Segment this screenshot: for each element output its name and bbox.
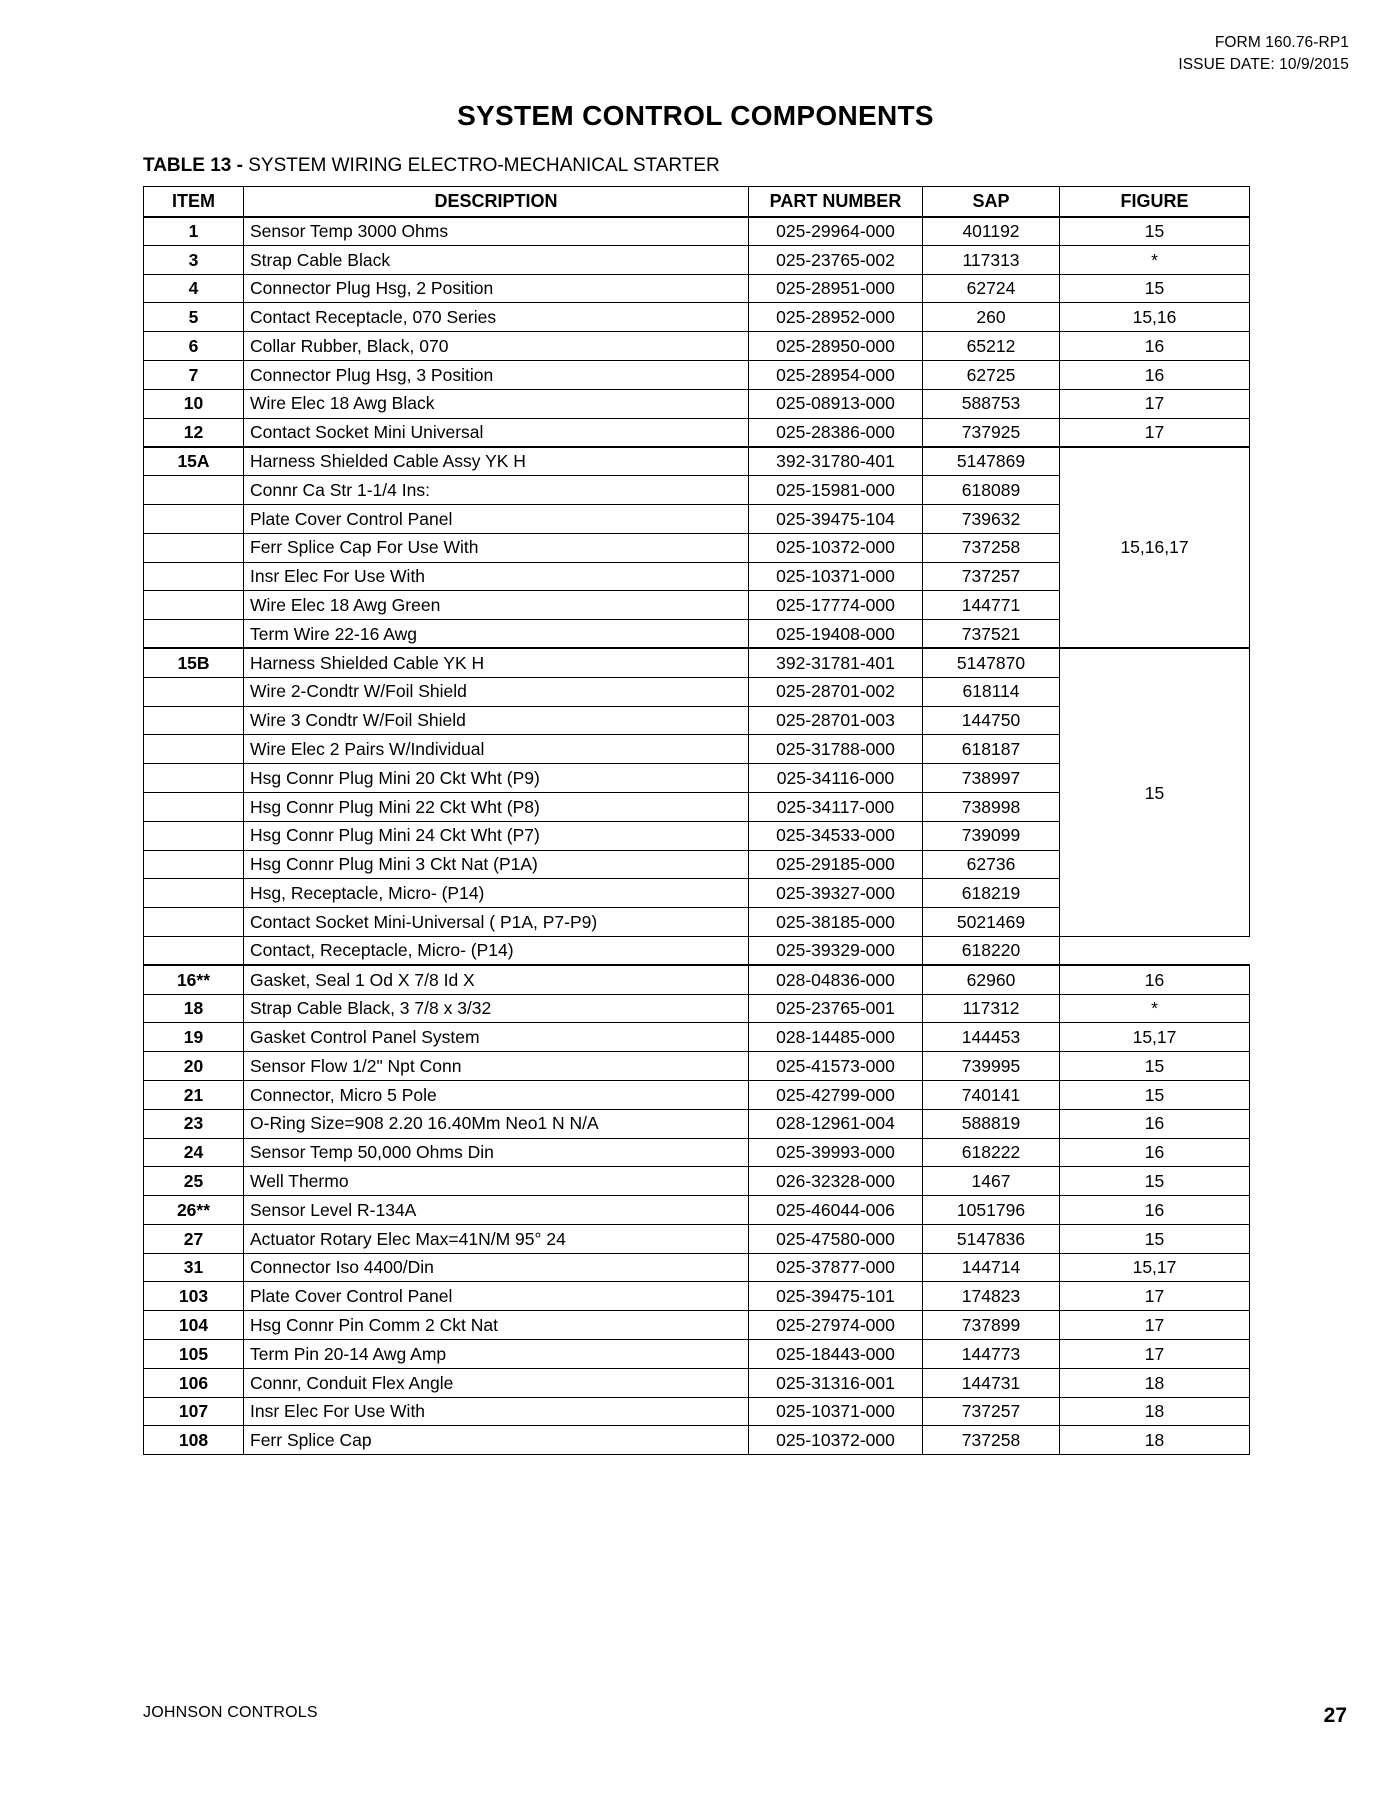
issue-date: ISSUE DATE: 10/9/2015	[1178, 56, 1349, 73]
cell-item: 6	[144, 332, 244, 361]
cell-sap: 401192	[923, 217, 1060, 246]
cell-desc: Ferr Splice Cap For Use With	[244, 533, 749, 562]
cell-part: 025-28954-000	[749, 360, 923, 389]
cell-sap: 740141	[923, 1080, 1060, 1109]
cell-figure: 15	[1060, 1224, 1250, 1253]
cell-desc: Insr Elec For Use With	[244, 562, 749, 591]
cell-figure: 16	[1060, 1109, 1250, 1138]
cell-part: 025-08913-000	[749, 389, 923, 418]
table-row	[144, 1340, 1250, 1369]
table-row	[144, 1426, 1250, 1455]
cell-figure: 17	[1060, 418, 1250, 447]
cell-part: 025-42799-000	[749, 1080, 923, 1109]
cell-part: 025-37877-000	[749, 1253, 923, 1282]
column-header-description: DESCRIPTION	[244, 187, 749, 217]
cell-figure: 17	[1060, 389, 1250, 418]
cell-sap: 5147836	[923, 1224, 1060, 1253]
cell-sap: 737925	[923, 418, 1060, 447]
cell-sap: 5147870	[923, 648, 1060, 677]
cell-desc: Sensor Flow 1/2" Npt Conn	[244, 1052, 749, 1081]
cell-item: 31	[144, 1253, 244, 1282]
cell-sap: 618089	[923, 476, 1060, 505]
cell-part: 025-31316-001	[749, 1368, 923, 1397]
parts-table	[143, 186, 1250, 1455]
cell-sap: 62960	[923, 965, 1060, 994]
cell-figure: 18	[1060, 1368, 1250, 1397]
cell-sap: 117313	[923, 245, 1060, 274]
table-row	[144, 274, 1250, 303]
cell-item	[144, 735, 244, 764]
cell-sap: 618114	[923, 677, 1060, 706]
cell-part: 025-28701-002	[749, 677, 923, 706]
cell-part: 025-39475-101	[749, 1282, 923, 1311]
cell-sap: 737258	[923, 1426, 1060, 1455]
cell-desc: Connector Iso 4400/Din	[244, 1253, 749, 1282]
cell-part: 025-28952-000	[749, 303, 923, 332]
cell-sap: 5147869	[923, 447, 1060, 476]
cell-item: 107	[144, 1397, 244, 1426]
cell-sap: 144453	[923, 1023, 1060, 1052]
cell-desc: Wire 2-Condtr W/Foil Shield	[244, 677, 749, 706]
cell-desc: Wire Elec 2 Pairs W/Individual	[244, 735, 749, 764]
cell-figure: 15,16	[1060, 303, 1250, 332]
table-row	[144, 648, 1250, 677]
cell-figure: 17	[1060, 1282, 1250, 1311]
cell-figure: 15	[1060, 1167, 1250, 1196]
cell-sap: 144773	[923, 1340, 1060, 1369]
cell-part: 025-19408-000	[749, 620, 923, 649]
cell-figure: 15	[1060, 1080, 1250, 1109]
cell-part: 028-14485-000	[749, 1023, 923, 1052]
cell-desc: Hsg Connr Plug Mini 22 Ckt Wht (P8)	[244, 792, 749, 821]
cell-desc: Term Wire 22-16 Awg	[244, 620, 749, 649]
table-label: TABLE 13 -	[143, 155, 249, 176]
cell-item: 12	[144, 418, 244, 447]
cell-sap: 117312	[923, 994, 1060, 1023]
table-row	[144, 1282, 1250, 1311]
cell-desc: O-Ring Size=908 2.20 16.40Mm Neo1 N N/A	[244, 1109, 749, 1138]
cell-sap: 1467	[923, 1167, 1060, 1196]
cell-figure: 15,17	[1060, 1253, 1250, 1282]
table-row	[144, 303, 1250, 332]
cell-sap: 618220	[923, 936, 1060, 965]
cell-sap: 737899	[923, 1311, 1060, 1340]
cell-sap: 144750	[923, 706, 1060, 735]
cell-figure: 18	[1060, 1397, 1250, 1426]
column-header-figure: FIGURE	[1060, 187, 1250, 217]
document-header	[1178, 32, 1349, 76]
cell-figure: 16	[1060, 332, 1250, 361]
cell-part: 028-04836-000	[749, 965, 923, 994]
cell-sap: 1051796	[923, 1196, 1060, 1225]
table-row	[144, 1080, 1250, 1109]
cell-desc: Connector, Micro 5 Pole	[244, 1080, 749, 1109]
footer-company: JOHNSON CONTROLS	[143, 1704, 318, 1721]
cell-item: 103	[144, 1282, 244, 1311]
page-title: SYSTEM CONTROL COMPONENTS	[457, 100, 934, 131]
cell-part: 028-12961-004	[749, 1109, 923, 1138]
cell-desc: Connr, Conduit Flex Angle	[244, 1368, 749, 1397]
cell-sap: 737521	[923, 620, 1060, 649]
cell-item	[144, 591, 244, 620]
cell-desc: Plate Cover Control Panel	[244, 1282, 749, 1311]
cell-desc: Insr Elec For Use With	[244, 1397, 749, 1426]
cell-item: 16**	[144, 965, 244, 994]
cell-desc: Sensor Temp 3000 Ohms	[244, 217, 749, 246]
cell-part: 025-23765-002	[749, 245, 923, 274]
cell-figure: 15	[1060, 648, 1250, 936]
parts-table-body	[144, 217, 1250, 1455]
cell-item: 24	[144, 1138, 244, 1167]
cell-part: 025-18443-000	[749, 1340, 923, 1369]
table-caption	[143, 155, 720, 177]
cell-item: 21	[144, 1080, 244, 1109]
cell-sap: 260	[923, 303, 1060, 332]
cell-desc: Hsg Connr Plug Mini 24 Ckt Wht (P7)	[244, 821, 749, 850]
column-header-sap: SAP	[923, 187, 1060, 217]
form-number: FORM 160.76-RP1	[1214, 34, 1349, 51]
cell-desc: Ferr Splice Cap	[244, 1426, 749, 1455]
column-header-item: ITEM	[144, 187, 244, 217]
cell-item: 15A	[144, 447, 244, 476]
cell-part: 025-47580-000	[749, 1224, 923, 1253]
cell-item: 25	[144, 1167, 244, 1196]
cell-part: 025-41573-000	[749, 1052, 923, 1081]
cell-desc: Gasket Control Panel System	[244, 1023, 749, 1052]
cell-sap: 62724	[923, 274, 1060, 303]
cell-sap: 737257	[923, 1397, 1060, 1426]
cell-part: 025-29185-000	[749, 850, 923, 879]
cell-sap: 144771	[923, 591, 1060, 620]
table-row	[144, 1167, 1250, 1196]
table-row	[144, 217, 1250, 246]
cell-part: 025-23765-001	[749, 994, 923, 1023]
cell-sap: 144714	[923, 1253, 1060, 1282]
table-row	[144, 332, 1250, 361]
cell-item: 18	[144, 994, 244, 1023]
cell-item: 7	[144, 360, 244, 389]
cell-part: 025-10372-000	[749, 1426, 923, 1455]
cell-figure: 15	[1060, 1052, 1250, 1081]
cell-part: 025-10371-000	[749, 562, 923, 591]
table-row	[144, 1196, 1250, 1225]
table-row	[144, 1368, 1250, 1397]
cell-item	[144, 850, 244, 879]
cell-part: 025-10372-000	[749, 533, 923, 562]
cell-desc: Well Thermo	[244, 1167, 749, 1196]
cell-part: 025-28386-000	[749, 418, 923, 447]
cell-sap: 739099	[923, 821, 1060, 850]
cell-desc: Contact Socket Mini Universal	[244, 418, 749, 447]
cell-item	[144, 620, 244, 649]
cell-figure: 15	[1060, 217, 1250, 246]
cell-part: 025-27974-000	[749, 1311, 923, 1340]
table-row	[144, 1253, 1250, 1282]
cell-desc: Wire 3 Condtr W/Foil Shield	[244, 706, 749, 735]
table-row	[144, 1109, 1250, 1138]
table-row	[144, 994, 1250, 1023]
cell-sap: 739632	[923, 504, 1060, 533]
cell-part: 025-29964-000	[749, 217, 923, 246]
cell-item: 10	[144, 389, 244, 418]
table-row	[144, 360, 1250, 389]
cell-figure: 17	[1060, 1340, 1250, 1369]
cell-desc: Actuator Rotary Elec Max=41N/M 95° 24	[244, 1224, 749, 1253]
cell-figure: 15,17	[1060, 1023, 1250, 1052]
cell-sap: 174823	[923, 1282, 1060, 1311]
cell-sap: 144731	[923, 1368, 1060, 1397]
cell-sap: 737257	[923, 562, 1060, 591]
cell-figure: 16	[1060, 360, 1250, 389]
cell-desc: Wire Elec 18 Awg Green	[244, 591, 749, 620]
cell-part: 392-31781-401	[749, 648, 923, 677]
cell-sap: 588753	[923, 389, 1060, 418]
cell-item	[144, 504, 244, 533]
cell-sap: 618187	[923, 735, 1060, 764]
table-caption-text: SYSTEM WIRING ELECTRO-MECHANICAL STARTER	[248, 155, 720, 176]
cell-item: 108	[144, 1426, 244, 1455]
cell-desc: Wire Elec 18 Awg Black	[244, 389, 749, 418]
cell-part: 025-34116-000	[749, 764, 923, 793]
footer-page-number: 27	[1323, 1704, 1347, 1727]
cell-item	[144, 764, 244, 793]
cell-part: 025-34533-000	[749, 821, 923, 850]
cell-item	[144, 476, 244, 505]
cell-sap: 739995	[923, 1052, 1060, 1081]
cell-item	[144, 908, 244, 937]
cell-part: 025-15981-000	[749, 476, 923, 505]
cell-desc: Plate Cover Control Panel	[244, 504, 749, 533]
cell-item: 104	[144, 1311, 244, 1340]
cell-desc: Contact, Receptacle, Micro- (P14)	[244, 936, 749, 965]
cell-figure: 15	[1060, 274, 1250, 303]
cell-desc: Contact Receptacle, 070 Series	[244, 303, 749, 332]
table-row	[144, 1224, 1250, 1253]
cell-item	[144, 792, 244, 821]
table-row	[144, 1397, 1250, 1426]
cell-desc: Strap Cable Black	[244, 245, 749, 274]
cell-item: 3	[144, 245, 244, 274]
cell-sap: 737258	[923, 533, 1060, 562]
cell-item	[144, 936, 244, 965]
cell-desc: Contact Socket Mini-Universal ( P1A, P7-P9)	[244, 908, 749, 937]
cell-item	[144, 821, 244, 850]
cell-figure: *	[1060, 994, 1250, 1023]
cell-desc: Connr Ca Str 1-1/4 Ins:	[244, 476, 749, 505]
cell-desc: Sensor Level R-134A	[244, 1196, 749, 1225]
cell-desc: Hsg Connr Pin Comm 2 Ckt Nat	[244, 1311, 749, 1340]
cell-figure: 18	[1060, 1426, 1250, 1455]
cell-item: 106	[144, 1368, 244, 1397]
cell-item	[144, 562, 244, 591]
table-row	[144, 447, 1250, 476]
cell-part: 025-34117-000	[749, 792, 923, 821]
cell-sap: 5021469	[923, 908, 1060, 937]
cell-desc: Hsg Connr Plug Mini 3 Ckt Nat (P1A)	[244, 850, 749, 879]
cell-sap: 618219	[923, 879, 1060, 908]
cell-part: 025-39327-000	[749, 879, 923, 908]
cell-desc: Term Pin 20-14 Awg Amp	[244, 1340, 749, 1369]
cell-desc: Collar Rubber, Black, 070	[244, 332, 749, 361]
cell-item: 26**	[144, 1196, 244, 1225]
cell-sap: 65212	[923, 332, 1060, 361]
cell-desc: Connector Plug Hsg, 3 Position	[244, 360, 749, 389]
cell-item: 15B	[144, 648, 244, 677]
cell-desc: Hsg Connr Plug Mini 20 Ckt Wht (P9)	[244, 764, 749, 793]
cell-desc: Connector Plug Hsg, 2 Position	[244, 274, 749, 303]
cell-sap: 738997	[923, 764, 1060, 793]
cell-part: 025-31788-000	[749, 735, 923, 764]
cell-sap: 62725	[923, 360, 1060, 389]
cell-item: 5	[144, 303, 244, 332]
cell-figure: *	[1060, 245, 1250, 274]
cell-part: 025-39329-000	[749, 936, 923, 965]
cell-part: 025-39993-000	[749, 1138, 923, 1167]
cell-item: 27	[144, 1224, 244, 1253]
table-row	[144, 418, 1250, 447]
cell-sap: 618222	[923, 1138, 1060, 1167]
table-header-row	[144, 187, 1250, 217]
cell-item	[144, 879, 244, 908]
cell-part: 026-32328-000	[749, 1167, 923, 1196]
table-row	[144, 936, 1250, 965]
table-row	[144, 965, 1250, 994]
cell-item: 4	[144, 274, 244, 303]
cell-desc: Gasket, Seal 1 Od X 7/8 Id X	[244, 965, 749, 994]
cell-figure: 16	[1060, 1138, 1250, 1167]
cell-part: 025-38185-000	[749, 908, 923, 937]
table-row	[144, 245, 1250, 274]
cell-item: 19	[144, 1023, 244, 1052]
cell-sap: 738998	[923, 792, 1060, 821]
parts-table-wrapper	[143, 186, 1249, 1455]
cell-sap: 62736	[923, 850, 1060, 879]
cell-part: 392-31780-401	[749, 447, 923, 476]
table-row	[144, 389, 1250, 418]
cell-desc: Sensor Temp 50,000 Ohms Din	[244, 1138, 749, 1167]
cell-desc: Harness Shielded Cable YK H	[244, 648, 749, 677]
cell-sap: 588819	[923, 1109, 1060, 1138]
cell-figure: 15,16,17	[1060, 447, 1250, 649]
table-row	[144, 1023, 1250, 1052]
cell-item: 23	[144, 1109, 244, 1138]
column-header-part-number: PART NUMBER	[749, 187, 923, 217]
table-row	[144, 1138, 1250, 1167]
cell-part: 025-28950-000	[749, 332, 923, 361]
table-row	[144, 1052, 1250, 1081]
cell-figure: 16	[1060, 965, 1250, 994]
cell-desc: Harness Shielded Cable Assy YK H	[244, 447, 749, 476]
cell-part: 025-46044-006	[749, 1196, 923, 1225]
cell-part: 025-28951-000	[749, 274, 923, 303]
cell-figure: 16	[1060, 1196, 1250, 1225]
cell-part: 025-10371-000	[749, 1397, 923, 1426]
cell-item: 1	[144, 217, 244, 246]
cell-item: 20	[144, 1052, 244, 1081]
cell-part: 025-39475-104	[749, 504, 923, 533]
cell-item	[144, 706, 244, 735]
cell-part: 025-28701-003	[749, 706, 923, 735]
cell-desc: Strap Cable Black, 3 7/8 x 3/32	[244, 994, 749, 1023]
cell-part: 025-17774-000	[749, 591, 923, 620]
cell-figure: 17	[1060, 1311, 1250, 1340]
cell-item: 105	[144, 1340, 244, 1369]
cell-desc: Hsg, Receptacle, Micro- (P14)	[244, 879, 749, 908]
table-row	[144, 1311, 1250, 1340]
cell-item	[144, 677, 244, 706]
cell-item	[144, 533, 244, 562]
